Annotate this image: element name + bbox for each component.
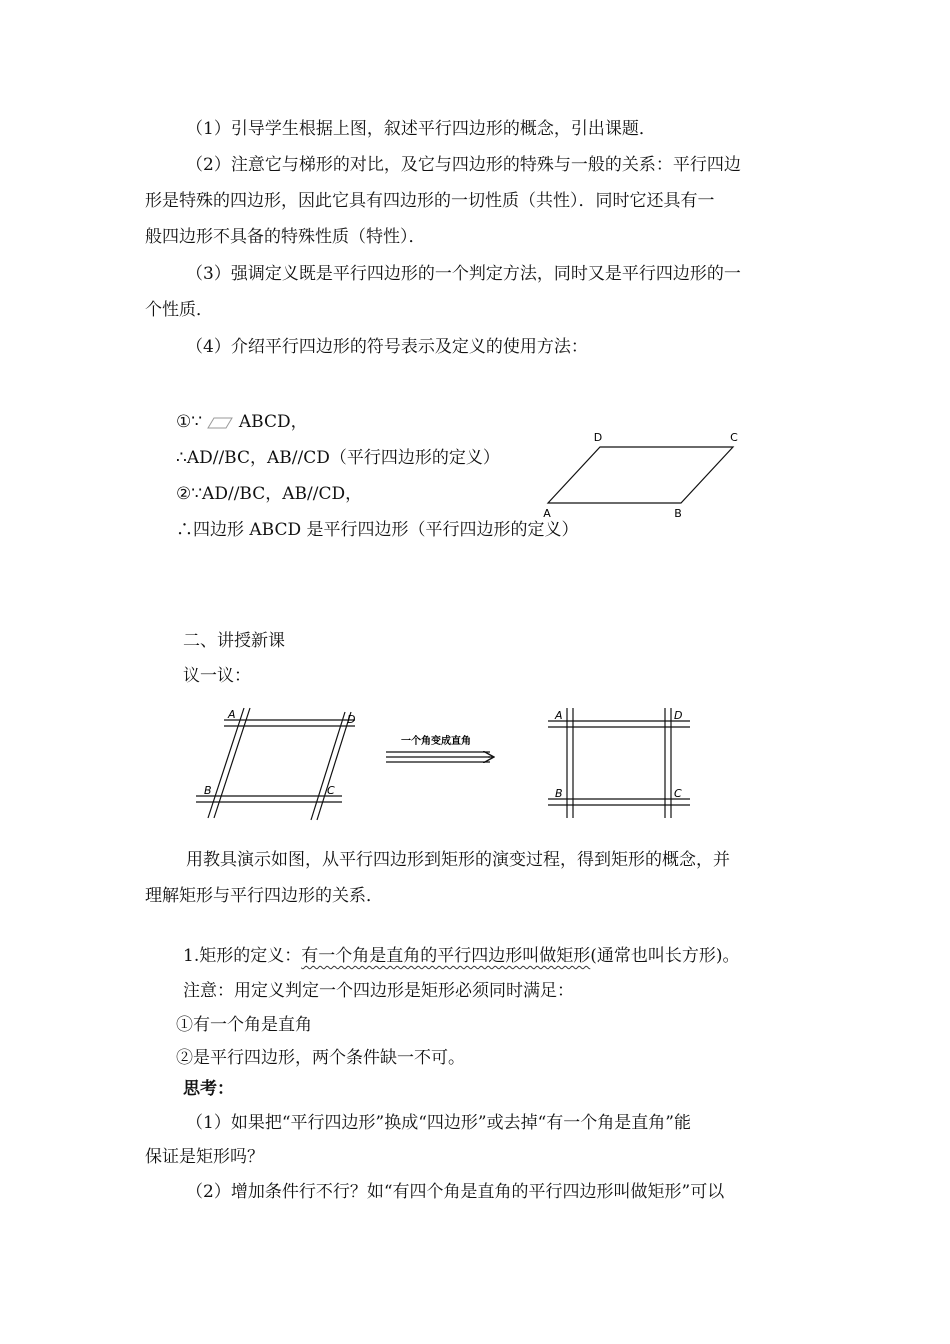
intro-item-2-line-1: （2）注意它与梯形的对比，及它与四边形的特殊与一般的关系：平行四边 <box>186 155 741 175</box>
section-heading: 二、讲授新课 <box>183 631 285 651</box>
rod-model-figure <box>190 700 710 830</box>
proof-line-4: ∴四边形 ABCD 是平行四边形（平行四边形的定义） <box>176 520 579 540</box>
discuss-label: 议一议： <box>183 666 251 686</box>
proof-line-1-prefix: ①∵ <box>176 412 203 432</box>
note-condition-2: ②是平行四边形，两个条件缺一不可。 <box>176 1048 465 1068</box>
proof-line-1-suffix: ABCD， <box>238 412 308 432</box>
rods-left-label-b: B <box>204 784 212 797</box>
note-condition-1: ①有一个角是直角 <box>176 1015 312 1035</box>
rectangle-definition <box>183 944 740 968</box>
think-q1-line-2: 保证是矩形吗？ <box>145 1147 264 1167</box>
rods-right-label-c: C <box>674 787 682 800</box>
parallelogram-label-b: B <box>674 507 682 520</box>
rod-bottom <box>196 796 342 802</box>
proof-line-1 <box>176 410 308 434</box>
definition-prefix: 1.矩形的定义： <box>183 946 302 966</box>
parallelogram-rods <box>196 708 355 820</box>
parallelogram-shape <box>548 447 733 503</box>
note-line-1: 注意：用定义判定一个四边形是矩形必须同时满足： <box>183 981 574 1001</box>
intro-item-1: （1）引导学生根据上图，叙述平行四边形的概念，引出课题． <box>186 119 656 139</box>
intro-item-3-line-2: 个性质． <box>145 300 213 320</box>
intro-item-2-line-2: 形是特殊的四边形，因此它具有四边形的一切性质（共性）．同时它还具有一 <box>145 191 715 211</box>
rectangle-rods <box>548 708 690 818</box>
rods-left-label-c: C <box>327 784 335 797</box>
rods-left-label-a: A <box>228 708 236 721</box>
think-q1-line-1: （1）如果把“平行四边形”换成“四边形”或去掉“有一个角是直角”能 <box>186 1113 691 1133</box>
definition-underlined: 有一个角是直角的平行四边形叫做矩形 <box>301 946 591 966</box>
demo-line-2: 理解矩形与平行四边形的关系． <box>145 886 383 906</box>
parallelogram-label-a: A <box>543 507 551 520</box>
rod-right <box>311 712 351 820</box>
rect-rod-left <box>567 708 573 818</box>
intro-item-3-line-1: （3）强调定义既是平行四边形的一个判定方法，同时又是平行四边形的一 <box>186 264 741 284</box>
proof-line-3: ②∵AD//BC，AB//CD， <box>176 484 363 504</box>
rods-left-label-d: D <box>347 713 356 726</box>
rect-rod-right <box>665 708 671 818</box>
intro-item-2-line-3: 般四边形不具备的特殊性质（特性）． <box>145 227 426 247</box>
rod-top <box>224 720 355 726</box>
rect-rod-bottom <box>548 799 690 805</box>
parallelogram-figure <box>535 425 750 520</box>
parallelogram-label-c: C <box>730 431 738 444</box>
transform-arrow-label: 一个角变成直角 <box>401 736 471 747</box>
rods-right-label-d: D <box>674 709 683 722</box>
parallelogram-label-d: D <box>593 431 603 444</box>
rods-right-label-b: B <box>555 787 563 800</box>
demo-line-1: 用教具演示如图，从平行四边形到矩形的演变过程，得到矩形的概念，并 <box>186 850 730 870</box>
think-heading: 思考： <box>183 1079 234 1099</box>
parallelogram-symbol-icon <box>207 416 233 430</box>
rect-rod-top <box>548 721 690 727</box>
definition-suffix: (通常也叫长方形)。 <box>590 946 740 966</box>
transform-arrow-icon <box>386 752 493 762</box>
think-q2-line-1: （2）增加条件行不行？如“有四个角是直角的平行四边形叫做矩形”可以 <box>186 1182 725 1202</box>
rods-right-label-a: A <box>555 709 563 722</box>
intro-item-4: （4）介绍平行四边形的符号表示及定义的使用方法： <box>186 337 588 357</box>
proof-line-2: ∴AD//BC，AB//CD（平行四边形的定义） <box>176 448 500 468</box>
